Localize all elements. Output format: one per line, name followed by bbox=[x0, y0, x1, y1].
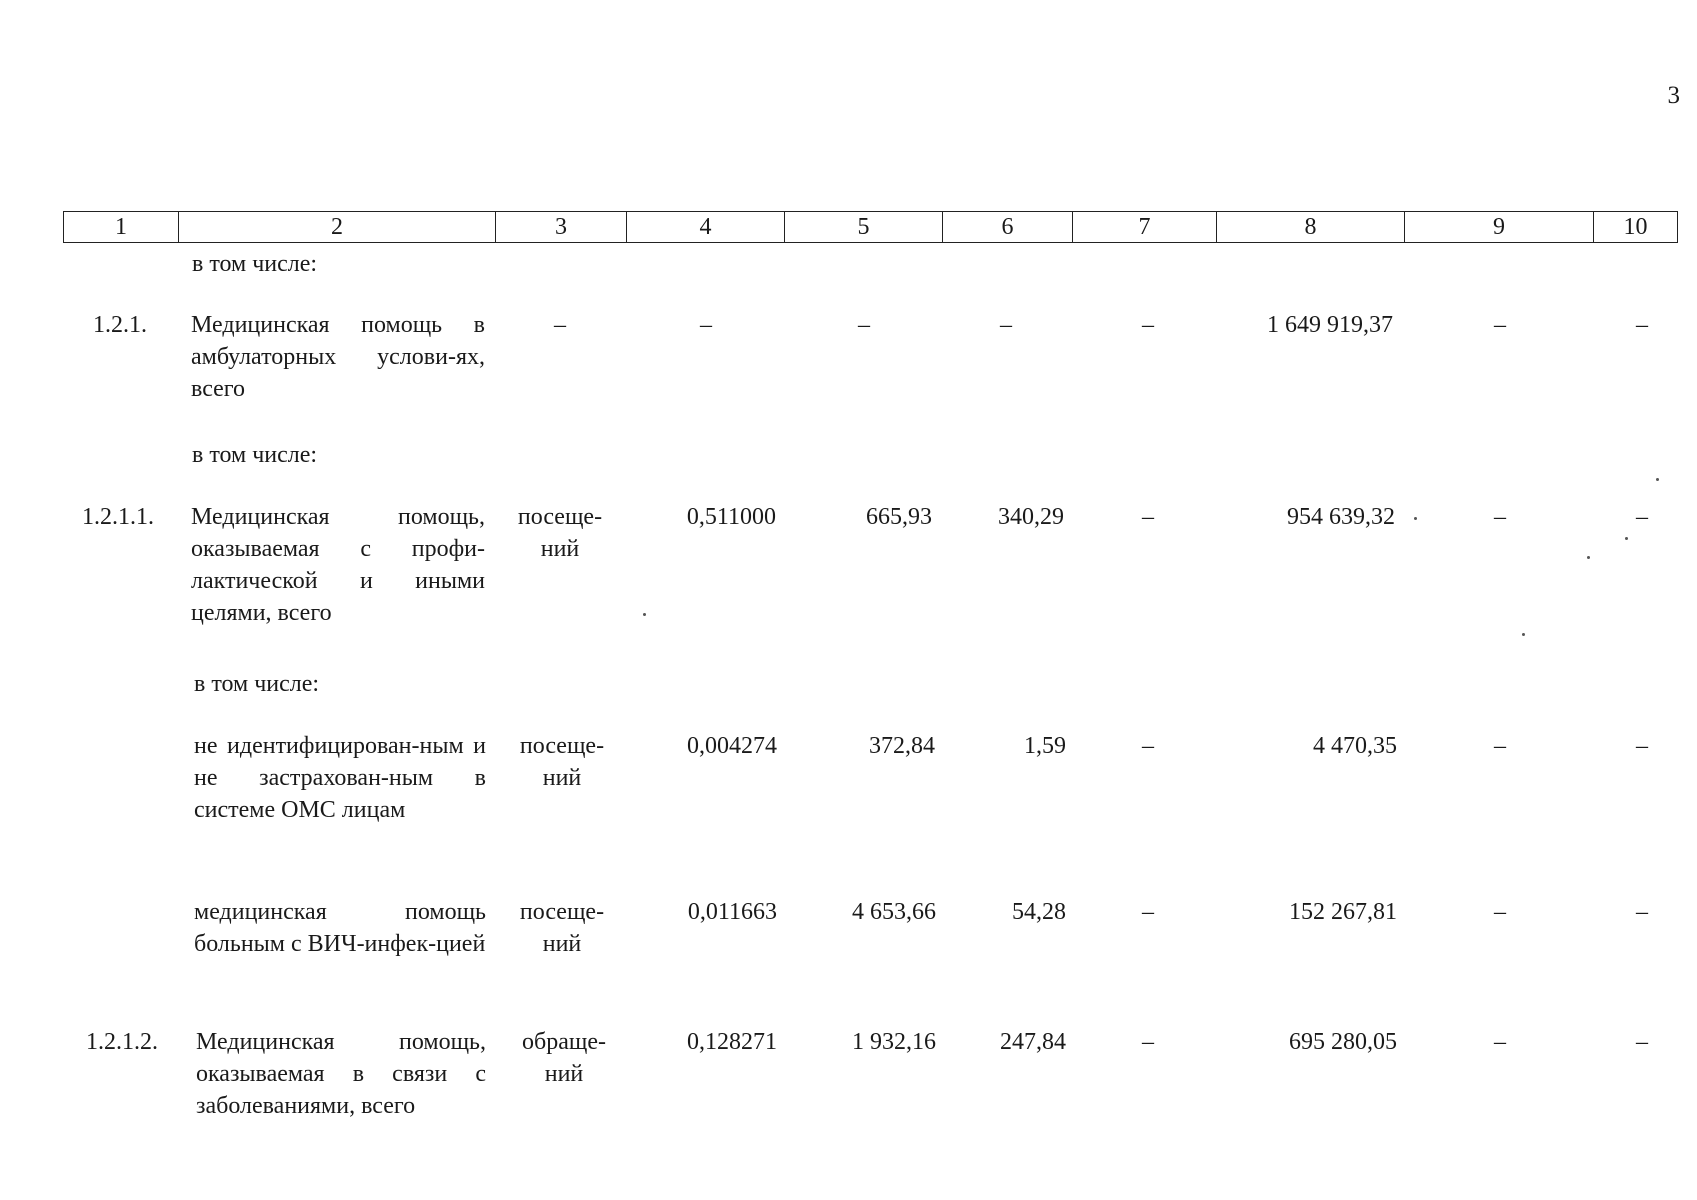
header-row bbox=[64, 212, 1678, 243]
header-col-6: 6 bbox=[943, 212, 1073, 243]
row-col5: 372,84 bbox=[869, 733, 935, 759]
row-code: 1.2.1.2. bbox=[86, 1029, 158, 1055]
row-col5: – bbox=[858, 312, 870, 338]
row-col6: 247,84 bbox=[1000, 1029, 1066, 1055]
row-col6: 54,28 bbox=[1012, 899, 1066, 925]
column-number-header bbox=[63, 211, 1678, 243]
row-col10: – bbox=[1636, 504, 1648, 530]
row-col10: – bbox=[1636, 1029, 1648, 1055]
row-col5: 665,93 bbox=[866, 504, 932, 530]
row-col9: – bbox=[1494, 899, 1506, 925]
row-col8: 4 470,35 bbox=[1313, 733, 1397, 759]
row-col9: – bbox=[1494, 312, 1506, 338]
scan-speck bbox=[1414, 517, 1417, 520]
row-col6: 340,29 bbox=[998, 504, 1064, 530]
row-name: не идентифицирован-ным и не застрахован-ным в системе ОМС лицам bbox=[194, 733, 486, 823]
row-col6: – bbox=[1000, 312, 1012, 338]
header-col-1: 1 bbox=[64, 212, 179, 243]
header-col-4: 4 bbox=[627, 212, 785, 243]
header-col-7: 7 bbox=[1073, 212, 1217, 243]
row-unit: посеще-ний bbox=[519, 733, 605, 791]
including-label-3: в том числе: bbox=[194, 671, 320, 697]
row-unit: посеще-ний bbox=[517, 504, 603, 562]
row-code: 1.2.1.1. bbox=[82, 504, 154, 530]
row-col5: 1 932,16 bbox=[852, 1029, 936, 1055]
row-col7: – bbox=[1142, 899, 1154, 925]
scan-speck bbox=[1656, 478, 1659, 481]
row-col9: – bbox=[1494, 733, 1506, 759]
row-col9: – bbox=[1494, 1029, 1506, 1055]
row-col4: 0,011663 bbox=[687, 899, 777, 925]
row-col7: – bbox=[1142, 1029, 1154, 1055]
row-col9: – bbox=[1494, 504, 1506, 530]
scan-speck bbox=[1587, 556, 1590, 559]
row-col7: – bbox=[1142, 733, 1154, 759]
row-unit: обраще-ний bbox=[522, 1029, 606, 1087]
including-label-2: в том числе: bbox=[192, 442, 318, 468]
row-col8: 1 649 919,37 bbox=[1267, 312, 1393, 338]
header-col-5: 5 bbox=[785, 212, 943, 243]
header-col-10: 10 bbox=[1594, 212, 1678, 243]
row-name: медицинская помощь больным с ВИЧ-инфек-цией bbox=[194, 899, 486, 957]
row-col4: 0,004274 bbox=[687, 733, 777, 759]
scan-speck bbox=[1522, 633, 1525, 636]
row-col7: – bbox=[1142, 504, 1154, 530]
row-col4: 0,128271 bbox=[687, 1029, 777, 1055]
row-col8: 695 280,05 bbox=[1289, 1029, 1397, 1055]
row-code: 1.2.1. bbox=[93, 312, 147, 338]
row-col10: – bbox=[1636, 733, 1648, 759]
scan-speck bbox=[643, 613, 646, 616]
page-number: 3 bbox=[1667, 82, 1680, 109]
row-unit: посеще-ний bbox=[519, 899, 605, 957]
scan-speck bbox=[1625, 537, 1628, 540]
row-name: Медицинская помощь, оказываемая с профи-лактической и иными целями, всего bbox=[191, 504, 485, 626]
row-col7: – bbox=[1142, 312, 1154, 338]
header-col-8: 8 bbox=[1217, 212, 1405, 243]
header-col-2: 2 bbox=[179, 212, 496, 243]
row-col4: – bbox=[700, 312, 712, 338]
row-unit: – bbox=[554, 312, 566, 338]
row-col4: 0,511000 bbox=[686, 504, 776, 530]
row-col10: – bbox=[1636, 899, 1648, 925]
row-col8: 152 267,81 bbox=[1289, 899, 1397, 925]
header-col-9: 9 bbox=[1405, 212, 1594, 243]
row-col10: – bbox=[1636, 312, 1648, 338]
row-name: Медицинская помощь, оказываемая в связи с заболеваниями, всего bbox=[196, 1029, 486, 1119]
row-col6: 1,59 bbox=[1024, 733, 1066, 759]
row-col8: 954 639,32 bbox=[1287, 504, 1395, 530]
row-name: Медицинская помощь в амбулаторных услови-ях, всего bbox=[191, 312, 485, 402]
row-col5: 4 653,66 bbox=[852, 899, 936, 925]
including-label-1: в том числе: bbox=[192, 251, 318, 277]
header-col-3: 3 bbox=[496, 212, 627, 243]
